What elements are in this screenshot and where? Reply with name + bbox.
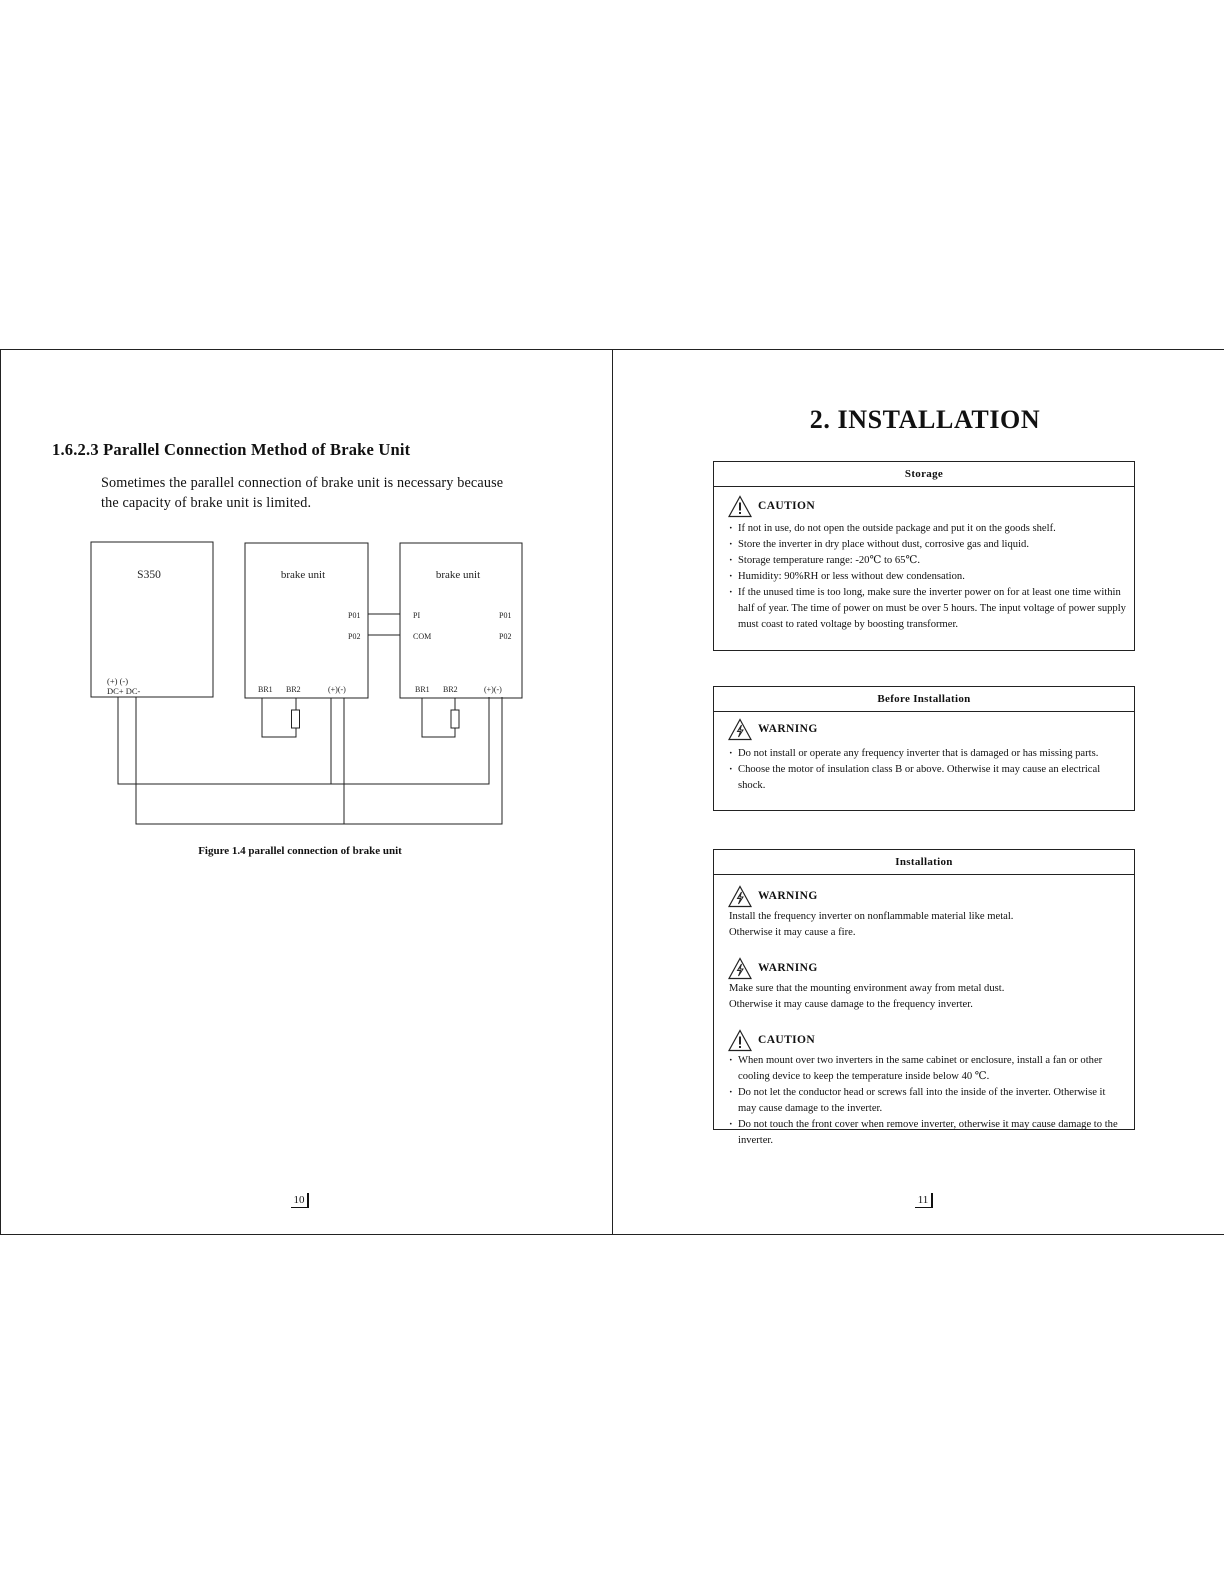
brake-unit-1-dc: (+)(-) [328,685,346,694]
list-item: · Choose the motor of insulation class B or above. Otherwise it may cause an electrical shock. [729,762,1126,794]
brake-unit-2-label: brake unit [435,569,481,581]
electric-warning-icon [728,718,752,741]
dc-plus-bus [118,697,489,784]
warning-label: WARNING [758,962,818,974]
brake-unit-2-br1: BR1 [415,685,430,694]
storage-header: Storage [714,462,1134,487]
brake-unit-2-p01: P01 [499,611,512,620]
before-installation-warning [728,716,1134,742]
installation-warning-2 [728,955,1134,981]
list-item: · Store the inverter in dry place without dust, corrosive gas and liquid. [729,537,1126,553]
storage-box [713,461,1135,651]
storage-list [714,521,1134,633]
inverter-box [91,542,213,697]
warning-label: WARNING [758,890,818,902]
brake-resistor-2 [451,710,459,728]
caution-icon [728,495,752,518]
list-item: · When mount over two inverters in the same cabinet or enclosure, install a fan or other cooling device to keep the temperature inside below 40 ℃. [729,1053,1126,1085]
warning-1-text [714,909,1134,941]
warning-label: WARNING [758,723,818,735]
brake-unit-1-box [245,543,368,698]
warning-2-line-1: Make sure that the mounting environment away from metal dust. [729,983,1005,994]
resistor-loop-1 [262,698,296,737]
brake-unit-1-br1: BR1 [258,685,273,694]
brake-unit-2-p02: P02 [499,632,512,641]
installation-caution-list [714,1053,1134,1149]
list-item: · If the unused time is too long, make sure the inverter power on for at least one time within half of year. The time of power on must be over 5 hours. The input voltage of power supply must coast to rated voltage by boosting transformer. [729,585,1126,633]
page-number-left: 10 [291,1193,309,1208]
list-item: · Do not let the conductor head or screws fall into the inside of the inverter. Otherwise it may cause damage to the inverter. [729,1085,1126,1117]
chapter-title: 2. INSTALLATION [809,405,1041,434]
warning-2-line-2: Otherwise it may cause damage to the frequency inverter. [729,999,973,1010]
electric-warning-icon [728,885,752,908]
resistor-loop-2 [422,698,455,737]
list-item: · Do not touch the front cover when remove inverter, otherwise it may cause damage to the inverter. [729,1117,1126,1149]
dc-minus-bus [136,697,502,824]
inverter-terminals-bottom: DC+ DC- [107,686,141,696]
figure-caption: Figure 1.4 parallel connection of brake unit [198,845,402,857]
installation-box [713,849,1135,1146]
page-divider [612,349,613,1235]
section-heading: 1.6.2.3 Parallel Connection Method of Brake Unit [52,440,411,459]
brake-unit-2-br2: BR2 [443,685,458,694]
intro-line-2: the capacity of brake unit is limited. [101,495,312,511]
before-installation-box [713,686,1135,811]
installation-warning-1 [728,883,1134,909]
brake-unit-1-p01: P01 [348,611,361,620]
inverter-label: S350 [137,569,161,581]
intro-line-1: Sometimes the parallel connection of brake unit is necessary because [101,475,504,491]
page-number-right: 11 [915,1193,933,1208]
brake-unit-2-pi: PI [413,611,421,620]
caution-icon [728,1029,752,1052]
brake-unit-1-br2: BR2 [286,685,301,694]
brake-unit-2-com: COM [413,632,432,641]
before-installation-header: Before Installation [714,687,1134,712]
caution-label: CAUTION [758,500,816,512]
caution-label: CAUTION [758,1034,816,1046]
installation-header: Installation [714,850,1134,875]
warning-1-line-1: Install the frequency inverter on nonflammable material like metal. [729,911,1014,922]
brake-unit-2-box [400,543,522,698]
electric-warning-icon [728,957,752,980]
before-installation-list [714,746,1134,794]
list-item: · Do not install or operate any frequency inverter that is damaged or has missing parts. [729,746,1126,762]
installation-caution [728,1027,1134,1053]
list-item: · Storage temperature range: -20℃ to 65℃. [729,553,1126,569]
inverter-terminals-top: (+) (-) [107,676,129,686]
list-item: · If not in use, do not open the outside package and put it on the goods shelf. [729,521,1126,537]
brake-unit-1-label: brake unit [280,569,326,581]
brake-unit-1-p02: P02 [348,632,361,641]
brake-resistor-1 [292,710,300,728]
list-item: · Humidity: 90%RH or less without dew condensation. [729,569,1126,585]
brake-unit-2-dc: (+)(-) [484,685,502,694]
warning-2-text [714,981,1134,1013]
storage-caution [728,493,1134,519]
warning-1-line-2: Otherwise it may cause a fire. [729,927,856,938]
